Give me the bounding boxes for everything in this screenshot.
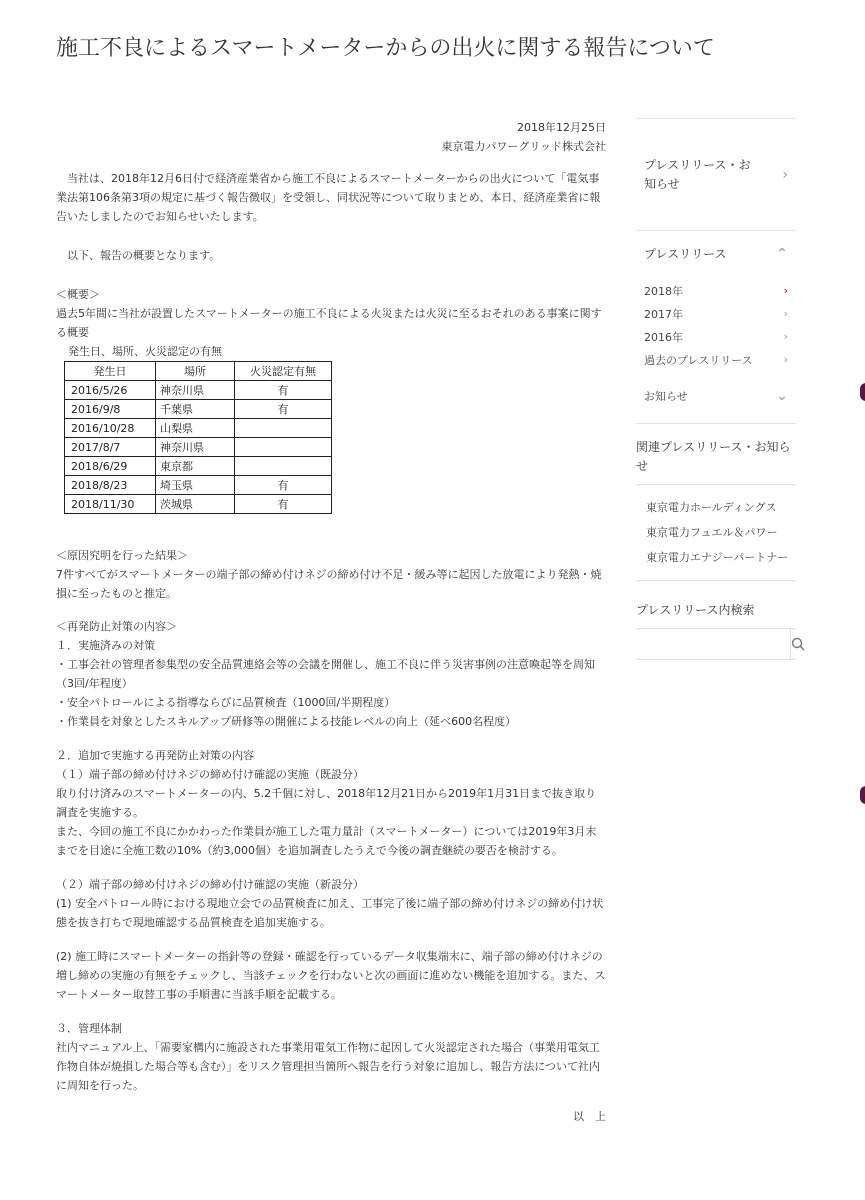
- table-cell-place: 東京都: [156, 457, 235, 476]
- notice-toggle[interactable]: [644, 379, 788, 413]
- year-link-label: 過去のプレスリリース: [644, 353, 753, 367]
- edge-marker: [860, 786, 865, 804]
- overview-heading: ＜概要＞: [56, 288, 100, 301]
- page-title: 施工不良によるスマートメーターからの出火に関する報告について: [56, 36, 715, 61]
- search-heading: プレスリリース内検索: [636, 603, 755, 617]
- table-cell-fire: 有: [235, 400, 332, 419]
- table-header-date: 発生日: [65, 362, 156, 381]
- press-release-nav: [636, 230, 796, 423]
- past-releases-link[interactable]: [644, 348, 788, 371]
- measure-2-2-text: (1) 安全パトロール時における現地立会での品質検査に加え、工事完了後に端子部の締め付けネジの締め付け状態を抜き打ちで現地確認する品質検査を追加実施する。: [56, 897, 604, 929]
- table-cell-fire: 有: [235, 476, 332, 495]
- table-cell-place: 山梨県: [156, 419, 235, 438]
- table-cell-fire: 有: [235, 495, 332, 514]
- table-header-row: [65, 362, 332, 381]
- measure-2-2-text: (2) 施工時にスマートメーターの指針等の登録・確認を行っているデータ収集端末に、端子部の締め付けネジの増し締めの実施の有無をチェックし、当該チェックを行わないと次の画面に進めない機能を追加する。また、スマートメーター取替工事の手順書に当該手順を記載する。: [56, 950, 606, 1001]
- year-link-2016[interactable]: [644, 325, 788, 348]
- cause-heading: ＜原因究明を行った結果＞: [56, 549, 188, 562]
- chevron-right-icon: ›: [782, 166, 788, 183]
- table-row: [65, 438, 332, 457]
- chevron-down-icon: ⌄: [776, 388, 788, 404]
- table-cell-fire: 有: [235, 381, 332, 400]
- table-cell-place: 神奈川県: [156, 438, 235, 457]
- year-link-label: 2016年: [644, 330, 683, 344]
- overview-text: 過去5年間に当社が設置したスマートメーターの施工不良による火災または火災に至るおそれのある事案に関する概要: [56, 307, 602, 339]
- sidebar: [636, 118, 796, 660]
- release-company: 東京電力パワーグリッド株式会社: [441, 140, 606, 153]
- chevron-right-icon: ›: [783, 284, 788, 297]
- measure-2-2-heading: （２）端子部の締め付けネジの締め付け確認の実施（新設分）: [56, 878, 364, 891]
- chevron-right-icon: ›: [783, 307, 788, 320]
- year-link-2018[interactable]: [644, 279, 788, 302]
- measure-3-heading: ３．管理体制: [56, 1022, 122, 1035]
- table-cell-place: 茨城県: [156, 495, 235, 514]
- measure-1-bullet: ・工事会社の管理者参集型の安全品質連絡会等の会議を開催し、施工不良に伴う災害事例の注意喚起等を周知（3回/年程度）: [56, 658, 595, 690]
- search-input[interactable]: [636, 629, 790, 659]
- cause-text: 7件すべてがスマートメーターの端子部の締め付けネジの締め付け不足・緩み等に起因した放電により発熱・焼損に至ったものと推定。: [56, 568, 602, 600]
- table-row: [65, 476, 332, 495]
- chevron-right-icon: ›: [783, 330, 788, 343]
- measure-1-bullet: ・安全パトロールによる指導ならびに品質検査（1000回/半期程度）: [56, 696, 396, 709]
- measure-3-text: 社内マニュアル上、「需要家構内に施設された事業用電気工作物に起因して火災認定された場合（事業用電気工作物自体が焼損した場合等も含む）」をリスク管理担当箇所へ報告を行う対象に追加し、報告方法について社内に周知を行った。: [56, 1041, 601, 1092]
- table-cell-date: 2016/9/8: [65, 400, 156, 419]
- measure-2-1-heading: （１）端子部の締め付けネジの締め付け確認の実施（既設分）: [56, 768, 364, 781]
- table-row: [65, 419, 332, 438]
- measure-2-1-text: 取り付け済みのスマートメーターの内、5.2千個に対し、2018年12月21日から2019年1月31日まで抜き取り調査を実施する。: [56, 787, 597, 819]
- year-link-2017[interactable]: [644, 302, 788, 325]
- table-cell-date: 2018/8/23: [65, 476, 156, 495]
- search-icon: [791, 637, 805, 651]
- related-heading: 関連プレスリリース・お知らせ: [636, 440, 791, 473]
- release-date: 2018年12月25日: [517, 121, 606, 134]
- incident-table: [64, 361, 332, 514]
- search-box: [636, 628, 796, 660]
- press-notice-link[interactable]: [636, 118, 796, 230]
- related-link[interactable]: 東京電力フュエル＆パワー: [646, 526, 778, 539]
- search-button[interactable]: [790, 629, 805, 659]
- measure-2-1-text: また、今回の施工不良にかかわった作業員が施工した電力量計（スマートメーター）については2019年3月末までを目途に全施工数の10%（約3,000個）を追加調査したうえで今後の調査継続の要否を検討する。: [56, 825, 597, 857]
- summary-lead: 以下、報告の概要となります。: [56, 249, 221, 262]
- closing-text: 以 上: [573, 1110, 606, 1123]
- table-cell-date: 2017/8/7: [65, 438, 156, 457]
- measure-1-heading: １．実施済みの対策: [56, 639, 155, 652]
- measure-1-bullet: ・作業員を対象としたスキルアップ研修等の開催による技能レベルの向上（延べ600名程度）: [56, 715, 517, 728]
- intro-paragraph: 当社は、2018年12月6日付で経済産業省から施工不良によるスマートメーターからの出火について「電気事業法第106条第3項の規定に基づく報告徴収」を受領し、同状況等について取りまとめ、本日、経済産業省に報告いたしましたのでお知らせいたします。: [56, 172, 601, 223]
- table-cell-date: 2016/5/26: [65, 381, 156, 400]
- table-caption: 発生日、場所、火災認定の有無: [68, 345, 222, 358]
- related-link[interactable]: 東京電力エナジーパートナー: [646, 551, 789, 564]
- press-notice-label: プレスリリース・お知らせ: [644, 157, 751, 191]
- table-row: [65, 495, 332, 514]
- press-release-heading: プレスリリース: [644, 246, 727, 261]
- table-cell-place: 千葉県: [156, 400, 235, 419]
- table-cell-date: 2016/10/28: [65, 419, 156, 438]
- related-links: [636, 484, 796, 581]
- year-link-label: 2017年: [644, 307, 683, 321]
- chevron-right-icon: ›: [783, 353, 788, 366]
- table-cell-place: 埼玉県: [156, 476, 235, 495]
- related-link[interactable]: 東京電力ホールディングス: [646, 501, 777, 514]
- table-row: [65, 381, 332, 400]
- table-cell-fire: [235, 457, 332, 476]
- measure-2-heading: ２．追加で実施する再発防止対策の内容: [56, 749, 254, 762]
- table-cell-place: 神奈川県: [156, 381, 235, 400]
- chevron-up-icon: ⌃: [776, 246, 788, 262]
- table-row: [65, 400, 332, 419]
- table-cell-date: 2018/6/29: [65, 457, 156, 476]
- edge-marker: [860, 383, 865, 401]
- press-release-toggle[interactable]: [644, 237, 788, 271]
- table-cell-fire: [235, 419, 332, 438]
- table-header-fire: 火災認定有無: [235, 362, 332, 381]
- release-body: [56, 118, 606, 1126]
- measures-heading: ＜再発防止対策の内容＞: [56, 620, 177, 633]
- table-cell-fire: [235, 438, 332, 457]
- notice-heading: お知らせ: [644, 390, 688, 403]
- table-header-place: 場所: [156, 362, 235, 381]
- table-cell-date: 2018/11/30: [65, 495, 156, 514]
- release-header: [56, 118, 606, 156]
- table-row: [65, 457, 332, 476]
- year-link-label: 2018年: [644, 284, 683, 298]
